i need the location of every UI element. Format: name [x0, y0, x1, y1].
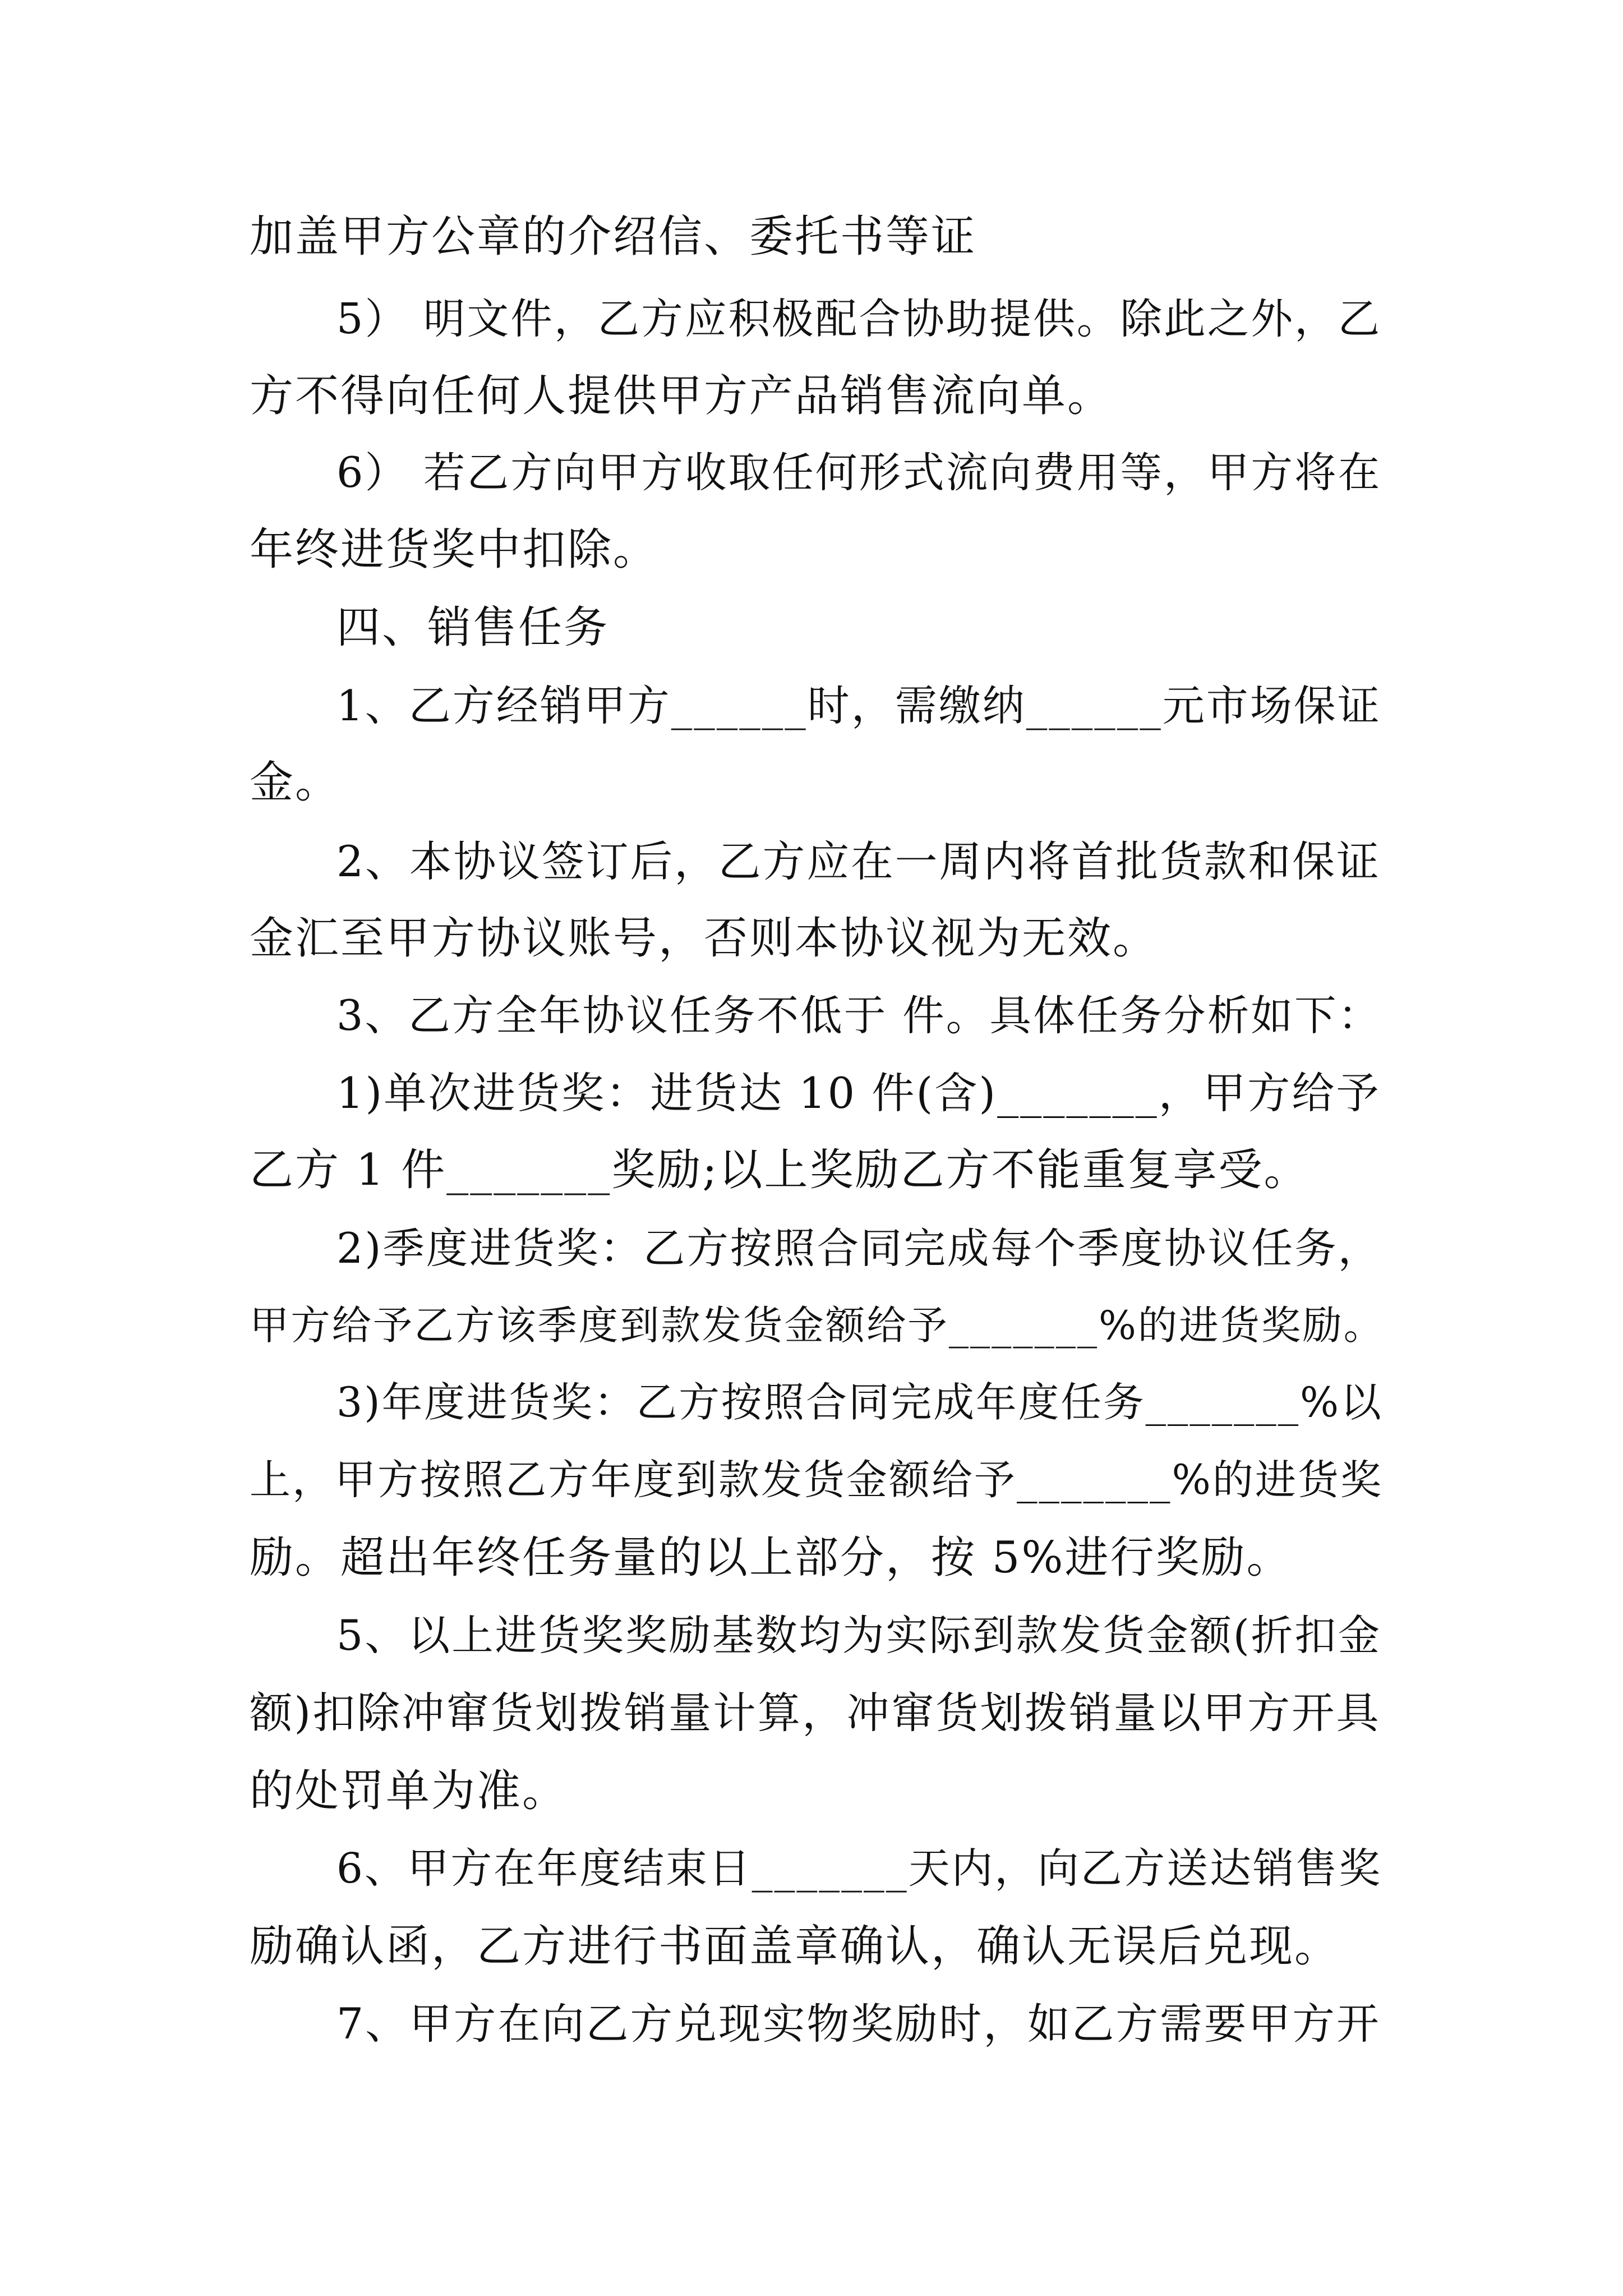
- text-line-7: 1、乙方经销甲方______时，需缴纳______元市场保证: [336, 681, 1381, 730]
- text-line-17: 上，甲方按照乙方年度到款发货金额给予_______%的进货奖: [250, 1456, 1383, 1504]
- text-line-24: 7、甲方在向乙方兑现实物奖励时，如乙方需要甲方开: [336, 1999, 1381, 2049]
- text-line-1: 加盖甲方公章的介绍信、委托书等证: [250, 211, 977, 262]
- text-line-13: 乙方 1 件_______奖励;以上奖励乙方不能重复享受。: [250, 1145, 1310, 1195]
- text-line-10: 金汇至甲方协议账号，否则本协议视为无效。: [250, 913, 1159, 964]
- text-line-20: 额)扣除冲窜货划拨销量计算，冲窜货划拨销量以甲方开具: [250, 1688, 1381, 1738]
- text-line-19: 5、以上进货奖奖励基数均为实际到款发货金额(折扣金: [336, 1611, 1382, 1660]
- text-line-3: 方不得向任何人提供甲方产品销售流向单。: [250, 371, 1113, 421]
- text-line-18: 励。超出年终任务量的以上部分，按 5%进行奖励。: [250, 1533, 1292, 1583]
- text-line-23: 励确认函，乙方进行书面盖章确认，确认无误后兑现。: [250, 1921, 1340, 1972]
- text-line-22: 6、甲方在年度结束日_______天内，向乙方送达销售奖: [336, 1845, 1382, 1893]
- text-line-8: 金。: [250, 757, 341, 808]
- section-heading: 四、销售任务: [336, 602, 610, 653]
- text-line-12: 1)单次进货奖：进货达 10 件(含)_______，甲方给予: [336, 1068, 1381, 1118]
- text-line-15: 甲方给予乙方该季度到款发货金额给予_______%的进货奖励。: [250, 1303, 1385, 1349]
- text-line-4: 6） 若乙方向甲方收取任何形式流向费用等，甲方将在: [336, 448, 1382, 497]
- text-line-21: 的处罚单为准。: [250, 1766, 568, 1816]
- text-line-11: 3、乙方全年协议任务不低于 件。具体任务分析如下：: [336, 991, 1382, 1040]
- text-line-16: 3)年度进货奖：乙方按照合同完成年度任务_______%以: [336, 1379, 1383, 1427]
- text-line-9: 2、本协议签订后，乙方应在一周内将首批货款和保证: [336, 837, 1381, 886]
- text-line-5: 年终进货奖中扣除。: [250, 524, 659, 575]
- text-line-14: 2)季度进货奖：乙方按照合同完成每个季度协议任务，: [336, 1224, 1382, 1273]
- text-line-2: 5） 明文件，乙方应积极配合协助提供。除此之外，乙: [336, 295, 1382, 343]
